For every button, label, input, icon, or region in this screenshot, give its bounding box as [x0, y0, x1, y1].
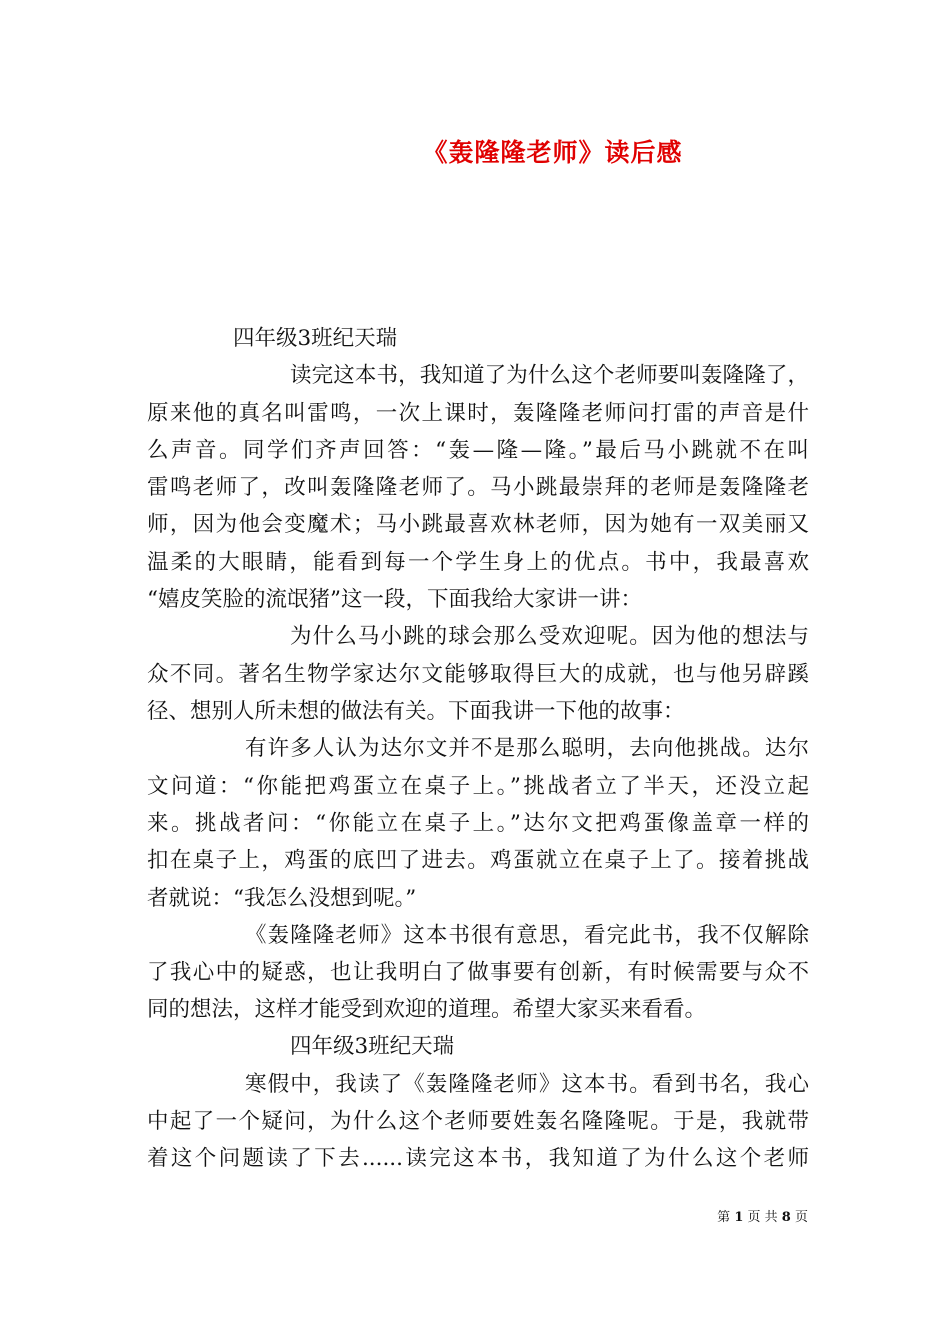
total-page-number: 8	[781, 1210, 791, 1225]
page-footer	[690, 1206, 808, 1225]
body-line: 来。挑战者问：“你能立在桌子上。”达尔文把鸡蛋像盖章一样的	[147, 811, 809, 836]
body-line: 径、想别人所未想的做法有关。下面我讲一下他的故事：	[147, 699, 685, 724]
body-line: 众不同。著名生物学家达尔文能够取得巨大的成就，也与他另辟蹊	[147, 662, 809, 687]
body-line: 温柔的大眼睛，能看到每一个学生身上的优点。书中，我最喜欢	[147, 550, 809, 575]
body-line: 文问道：“你能把鸡蛋立在桌子上。”挑战者立了半天，还没立起	[147, 774, 809, 799]
document-title: 《轰隆隆老师》读后感	[422, 138, 683, 167]
body-line: 师，因为他会变魔术；马小跳最喜欢林老师，因为她有一双美丽又	[147, 512, 809, 537]
footer-suffix: 页	[794, 1210, 808, 1225]
body-line: “嬉皮笑脸的流氓猪”这一段，下面我给大家讲一讲：	[147, 587, 642, 612]
author-line: 四年级3班纪天瑞	[290, 1034, 455, 1059]
author-line: 四年级3班纪天瑞	[233, 326, 398, 351]
body-line: 扣在桌子上，鸡蛋的底凹了进去。鸡蛋就立在桌子上了。接着挑战	[147, 848, 809, 873]
footer-prefix: 第	[717, 1210, 731, 1225]
body-line: 者就说：“我怎么没想到呢。”	[147, 886, 417, 911]
footer-middle: 页 共	[747, 1210, 778, 1225]
body-line: 《轰隆隆老师》这本书很有意思，看完此书，我不仅解除	[245, 923, 809, 948]
body-line: 雷鸣老师了，改叫轰隆隆老师了。马小跳最崇拜的老师是轰隆隆老	[147, 475, 809, 500]
body-line: 有许多人认为达尔文并不是那么聪明，去向他挑战。达尔	[245, 736, 809, 761]
body-line: 着这个问题读了下去......读完这本书，我知道了为什么这个老师	[147, 1146, 809, 1171]
body-line: 为什么马小跳的球会那么受欢迎呢。因为他的想法与	[290, 624, 809, 649]
body-line: 寒假中，我读了《轰隆隆老师》这本书。看到书名，我心	[245, 1072, 809, 1097]
current-page-number: 1	[734, 1210, 744, 1225]
body-line: 同的想法，这样才能受到欢迎的道理。希望大家买来看看。	[147, 997, 707, 1022]
body-line: 读完这本书，我知道了为什么这个老师要叫轰隆隆了，	[290, 363, 809, 388]
body-line: 中起了一个疑问，为什么这个老师要姓轰名隆隆呢。于是，我就带	[147, 1109, 809, 1134]
body-line: 么声音。同学们齐声回答：“轰—隆—隆。”最后马小跳就不在叫	[147, 438, 809, 463]
body-line: 了我心中的疑惑，也让我明白了做事要有创新，有时候需要与众不	[147, 960, 809, 985]
body-line: 原来他的真名叫雷鸣，一次上课时，轰隆隆老师问打雷的声音是什	[147, 401, 809, 426]
